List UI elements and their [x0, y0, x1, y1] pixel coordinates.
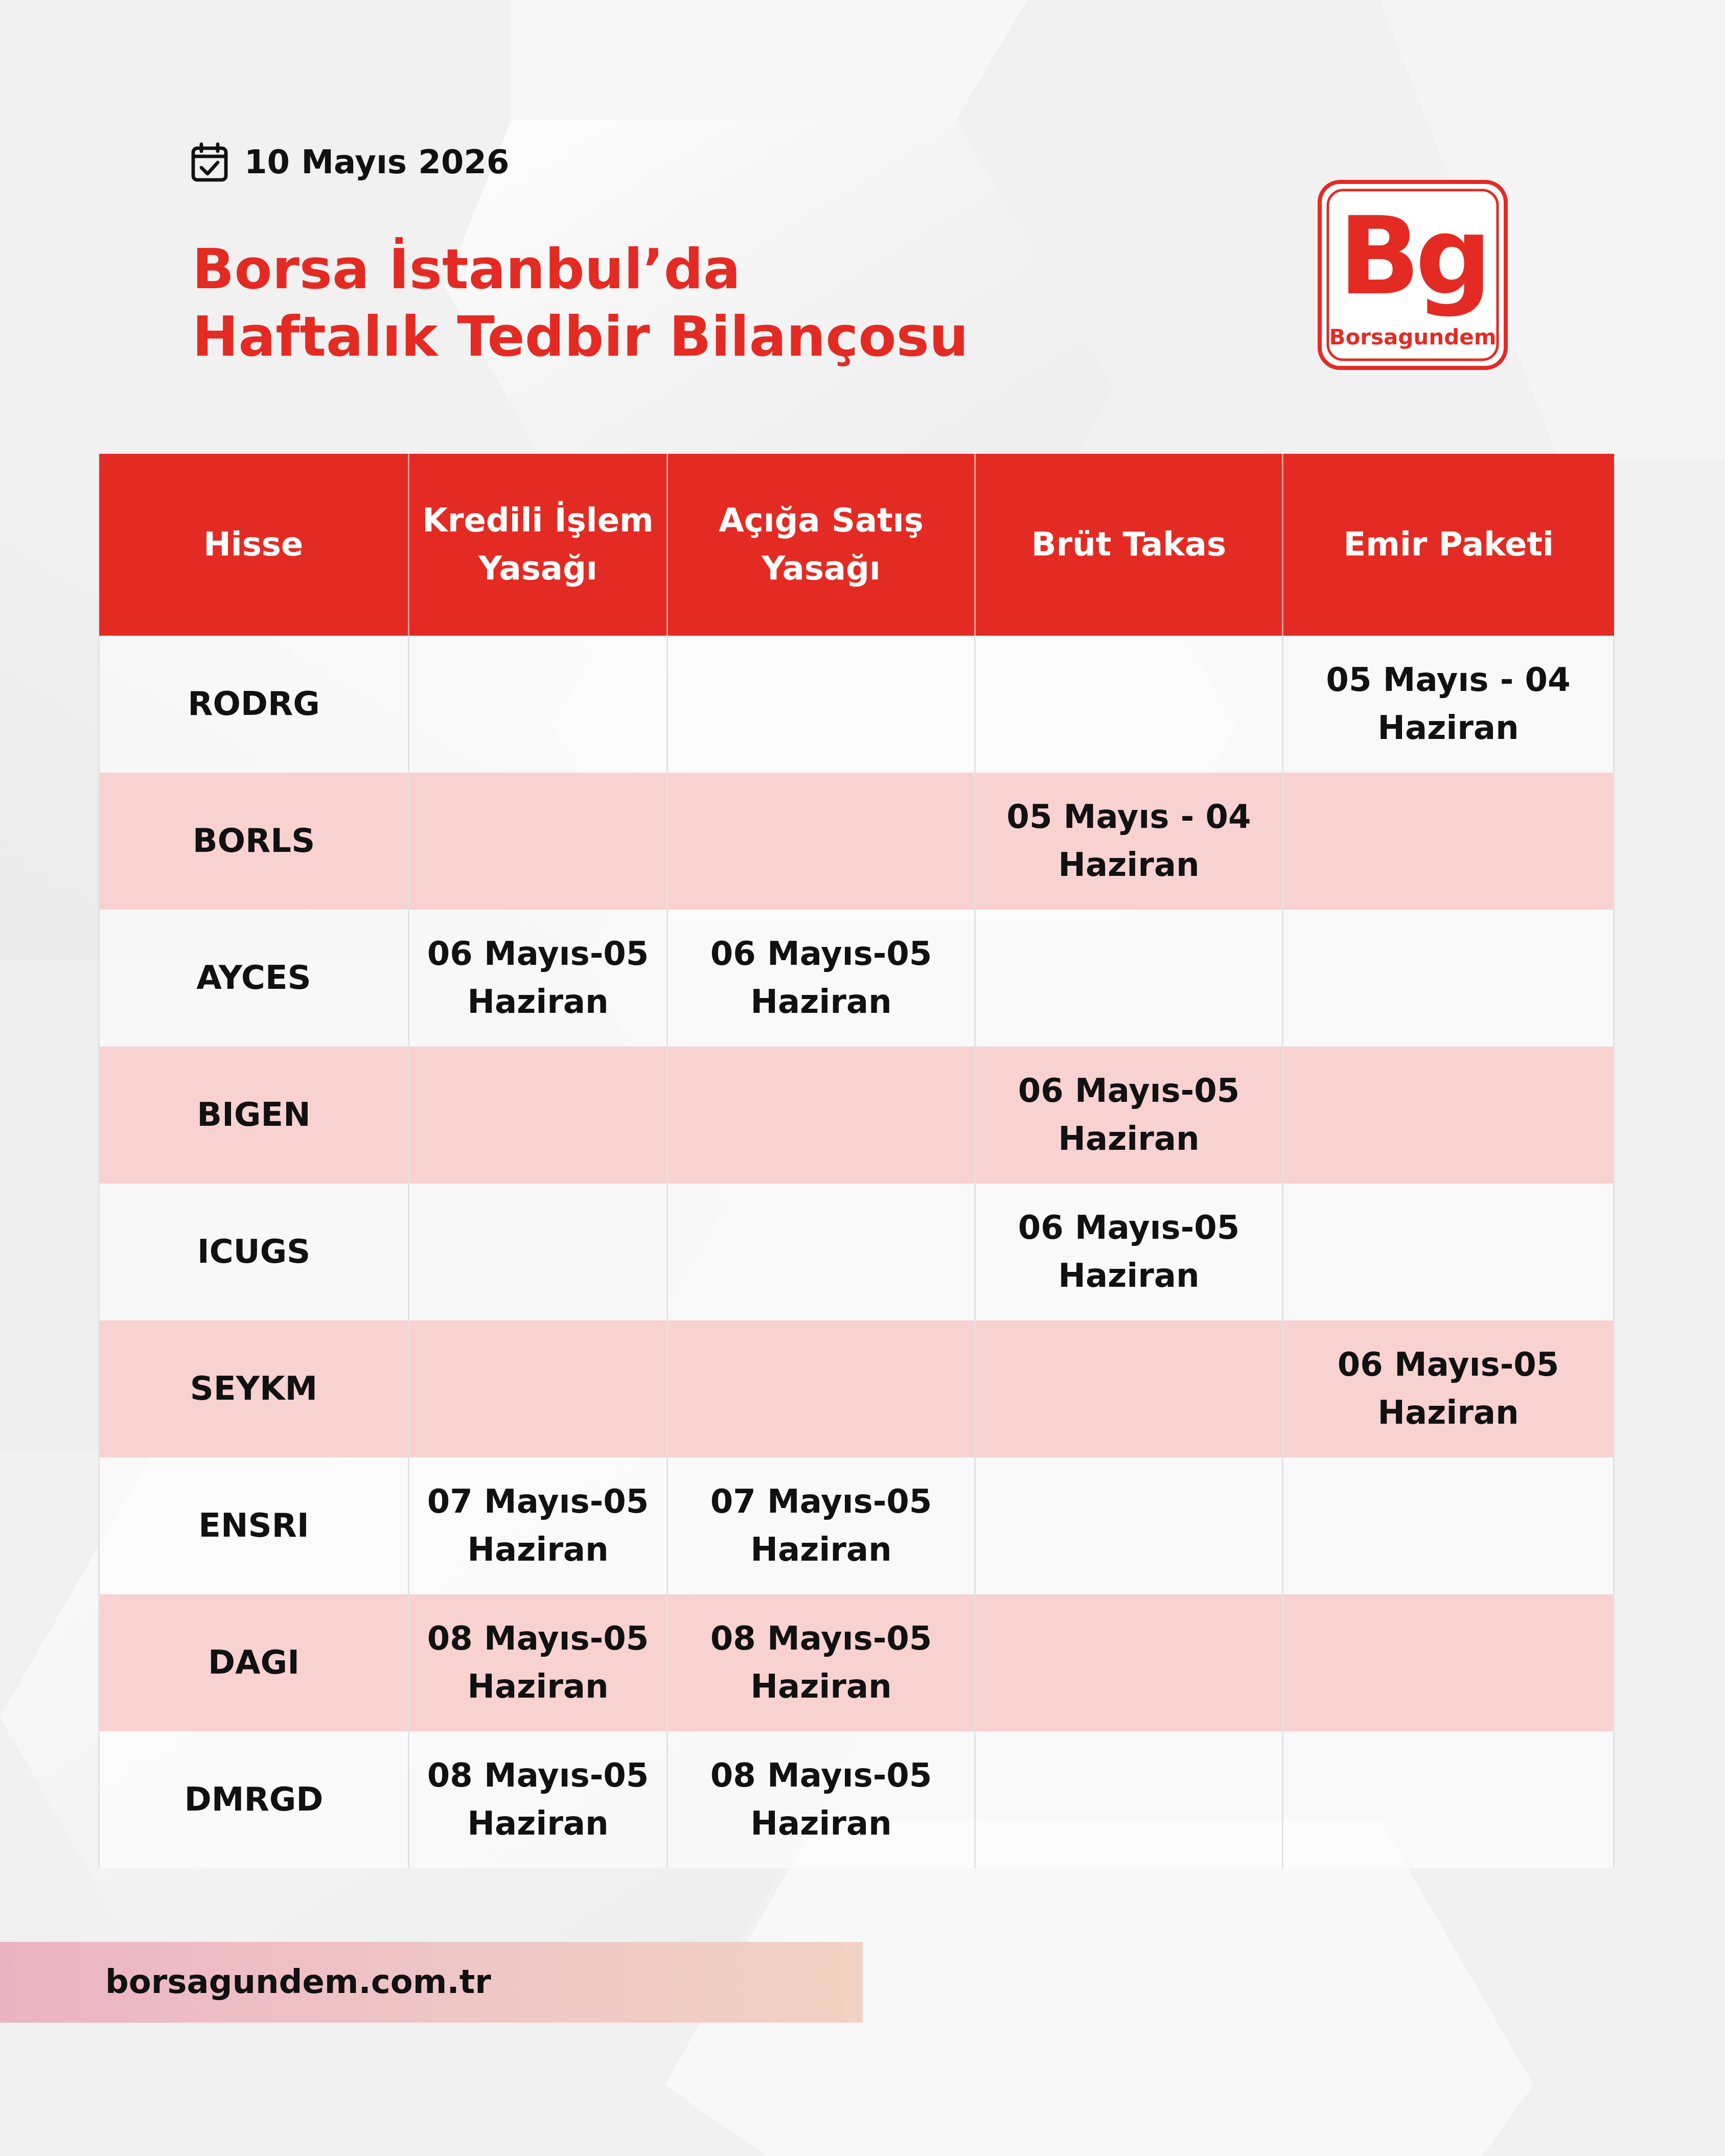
table-cell	[668, 1184, 975, 1320]
cell-line: 06 Mayıs-05	[1337, 1346, 1559, 1384]
table-row	[99, 1594, 1614, 1731]
cell-line: 05 Mayıs - 04	[1326, 661, 1571, 699]
table-cell	[668, 1320, 975, 1457]
cell-line: 08 Mayıs-05	[710, 1620, 932, 1658]
stock-code: DAGI	[99, 1594, 409, 1731]
stock-code: RODRG	[99, 636, 409, 773]
table-cell	[1283, 1594, 1614, 1731]
table-cell	[409, 1184, 668, 1320]
footer-url: borsagundem.com.tr	[105, 1963, 491, 2001]
column-header-line: Açığa Satış	[719, 502, 924, 540]
table-cell	[975, 773, 1283, 910]
date-text: 10 Mayıs 2026	[244, 144, 510, 181]
table-row	[99, 1047, 1614, 1184]
stock-code: ICUGS	[99, 1184, 409, 1320]
cell-line: Haziran	[750, 1668, 892, 1706]
stock-code: ENSRI	[99, 1457, 409, 1594]
cell-line: Haziran	[467, 1805, 609, 1843]
svg-text:Bg: Bg	[1338, 194, 1487, 319]
table-cell	[1283, 1184, 1614, 1320]
table-cell	[975, 1320, 1283, 1457]
table-cell	[668, 1457, 975, 1594]
column-header	[409, 454, 668, 636]
table-row	[99, 910, 1614, 1047]
cell-line: Haziran	[1377, 709, 1519, 747]
cell-line: Haziran	[750, 1531, 892, 1569]
column-header-line: Hisse	[203, 526, 304, 564]
cell-line: 07 Mayıs-05	[427, 1483, 649, 1521]
cell-line: Haziran	[467, 983, 609, 1021]
cell-line: 08 Mayıs-05	[710, 1757, 932, 1795]
column-header-line: Emir Paketi	[1343, 526, 1554, 564]
column-header-line: Kredili İşlem	[422, 502, 654, 540]
table-cell	[975, 1594, 1283, 1731]
stock-code: AYCES	[99, 910, 409, 1047]
date-line	[190, 142, 509, 183]
cell-line: Haziran	[1377, 1394, 1519, 1432]
table-cell	[409, 1320, 668, 1457]
stock-code: BIGEN	[99, 1047, 409, 1184]
table-cell	[975, 1047, 1283, 1184]
table-cell	[668, 773, 975, 910]
table-cell	[1283, 1320, 1614, 1457]
table-cell	[668, 636, 975, 773]
table-cell	[409, 1457, 668, 1594]
cell-line: 06 Mayıs-05	[1018, 1209, 1240, 1247]
column-header-line: Yasağı	[762, 550, 881, 588]
column-header	[668, 454, 975, 636]
footer-bar	[0, 1942, 863, 2023]
cell-line: Haziran	[1058, 846, 1200, 884]
table-cell	[668, 1594, 975, 1731]
title-line-1: Borsa İstanbul’da	[192, 238, 741, 302]
table-cell	[1283, 773, 1614, 910]
cell-line: 06 Mayıs-05	[710, 935, 932, 973]
table-cell	[668, 910, 975, 1047]
table-cell	[409, 910, 668, 1047]
table-cell	[668, 1731, 975, 1868]
column-header	[1283, 454, 1614, 636]
table-cell	[975, 636, 1283, 773]
table-cell	[409, 1047, 668, 1184]
table-cell	[1283, 636, 1614, 773]
table-cell	[1283, 1457, 1614, 1594]
measures-table	[98, 454, 1613, 1868]
cell-line: 06 Mayıs-05	[1018, 1072, 1240, 1110]
table-cell	[1283, 1731, 1614, 1868]
table-row	[99, 773, 1614, 910]
table-row	[99, 1184, 1614, 1320]
cell-line: 07 Mayıs-05	[710, 1483, 932, 1521]
table-cell	[975, 1184, 1283, 1320]
stock-code: BORLS	[99, 773, 409, 910]
table-cell	[975, 910, 1283, 1047]
table-cell	[409, 1594, 668, 1731]
table-row	[99, 1320, 1614, 1457]
stock-code: SEYKM	[99, 1320, 409, 1457]
column-header	[975, 454, 1283, 636]
svg-text:Borsagundem: Borsagundem	[1329, 324, 1497, 350]
cell-line: Haziran	[467, 1531, 609, 1569]
table-row	[99, 1731, 1614, 1868]
table-row	[99, 1457, 1614, 1594]
column-header	[99, 454, 409, 636]
column-header-line: Yasağı	[478, 550, 597, 588]
cell-line: Haziran	[467, 1668, 609, 1706]
borsagundem-logo	[1318, 180, 1508, 370]
cell-line: Haziran	[1058, 1120, 1200, 1158]
page-title	[192, 236, 969, 371]
title-line-2: Haftalık Tedbir Bilançosu	[192, 305, 969, 369]
cell-line: Haziran	[750, 983, 892, 1021]
table-cell	[1283, 910, 1614, 1047]
table-cell	[668, 1047, 975, 1184]
table-row	[99, 636, 1614, 773]
table-cell	[409, 636, 668, 773]
stock-code: DMRGD	[99, 1731, 409, 1868]
table-cell	[975, 1731, 1283, 1868]
cell-line: 06 Mayıs-05	[427, 935, 649, 973]
table-cell	[1283, 1047, 1614, 1184]
cell-line: 08 Mayıs-05	[427, 1620, 649, 1658]
table-cell	[409, 773, 668, 910]
column-header-line: Brüt Takas	[1031, 526, 1227, 564]
table-cell	[975, 1457, 1283, 1594]
calendar-icon	[190, 142, 229, 183]
cell-line: 05 Mayıs - 04	[1006, 798, 1251, 836]
table-cell	[409, 1731, 668, 1868]
cell-line: 08 Mayıs-05	[427, 1757, 649, 1795]
cell-line: Haziran	[1058, 1257, 1200, 1295]
cell-line: Haziran	[750, 1805, 892, 1843]
